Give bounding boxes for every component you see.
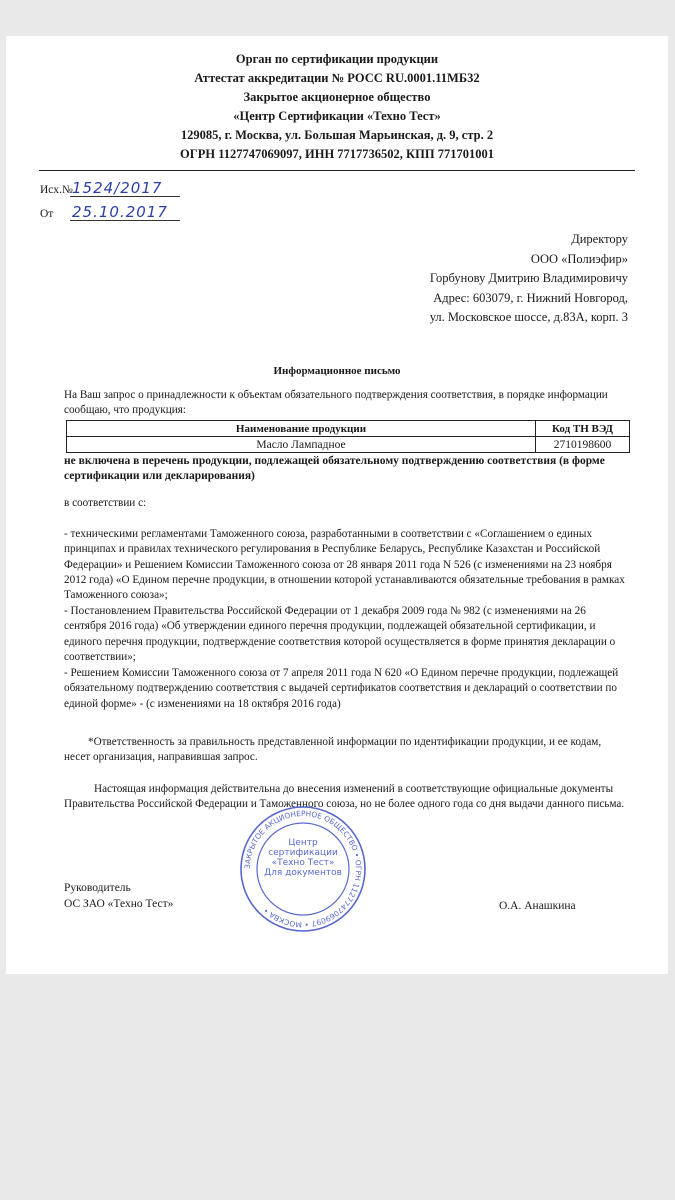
- outgoing-number: [40, 179, 163, 197]
- outgoing-number-value: 1524/2017: [72, 179, 163, 197]
- product-name-cell: Масло Лампадное: [67, 437, 536, 453]
- product-table: [66, 420, 630, 453]
- according-label: в соответствии с:: [64, 497, 147, 509]
- not-included-statement: не включена в перечень продукции, подлежащей обязательному подтверждению соответствия (в форме сертификации или декларирования): [64, 455, 605, 483]
- outgoing-date-value: 25.10.2017: [72, 203, 168, 221]
- addressee-line-1: Директору: [571, 232, 628, 246]
- letter-page: [6, 36, 668, 974]
- addressee-line-2: ООО «Полиэфир»: [530, 251, 628, 266]
- signatory-position-line-1: Руководитель: [64, 882, 131, 894]
- product-name-header: Наименование продукции: [67, 421, 536, 437]
- letter-title: Информационное письмо: [273, 365, 401, 377]
- intro-paragraph: На Ваш запрос о принадлежности к объектам обязательного подтверждения соответствия, в порядке информации сообщаю, что продукция:: [64, 389, 608, 417]
- letterhead-line-5: 129085, г. Москва, ул. Большая Марьинская, д. 9, стр. 2: [180, 128, 494, 142]
- letterhead-line-6: ОГРН 1127747069097, ИНН 7717736502, КПП 771701001: [180, 147, 494, 161]
- signatory-position: [64, 881, 173, 912]
- responsibility-note: *Ответственность за правильность представленной информации по идентификации продукции, и ее кодам, несет организация, направившая запрос.: [64, 736, 602, 764]
- header-divider: [39, 170, 635, 171]
- product-code-header: Код ТН ВЭД: [536, 421, 630, 437]
- addressee-line-3: Горбунову Дмитрию Владимировичу: [429, 271, 628, 285]
- seal-outer-text: ЗАКРЫТОЕ АКЦИОНЕРНОЕ ОБЩЕСТВО • ОГРН 1127747069097 • МОСКВА •: [242, 808, 364, 930]
- product-code-cell: 2710198600: [536, 437, 630, 453]
- letterhead-line-1: Орган по сертификации продукции: [235, 52, 439, 66]
- letterhead-line-2: Аттестат аккредитации № РОСС RU.0001.11МБ32: [194, 71, 480, 85]
- table-row: [67, 437, 630, 453]
- addressee-line-4: Адрес: 603079, г. Нижний Новгород,: [433, 290, 628, 305]
- outgoing-number-label: Исх.№: [40, 184, 73, 196]
- signatory-position-line-2: ОС ЗАО «Техно Тест»: [64, 897, 174, 910]
- signatory-name: О.А. Анашкина: [499, 900, 576, 912]
- seal-inner-text: Центр сертификации «Техно Тест» Для документов: [264, 838, 342, 878]
- table-header-row: [67, 421, 630, 437]
- company-seal: [238, 804, 368, 934]
- addressee-block: [430, 230, 628, 328]
- basis-item-1: - техническими регламентами Таможенного союза, разработанными в соответствии с «Соглашением о единых принципах и правилах технического регулирования в Республике Беларусь, Республике Казахстан и Российской Федерации» и Решением Комиссии Таможенного союза от 28 января 2011 года N 526 (с изменениями на 23 ноября 2012 года) «О Едином перечне продукции, в отношении которой устанавливаются обязательные требования в рамках Таможенного союза»;: [64, 528, 625, 602]
- basis-item-2: - Постановлением Правительства Российской Федерации от 1 декабря 2009 года № 982 (с изменениями на 26 сентября 2016 года) «Об утверждении единого перечня продукции, подлежащей обязательной сертификации, и единого перечня продукции, подтверждение соответствия которой осуществляется в форме принятия декларации о соответствии»;: [64, 605, 616, 663]
- letterhead-line-3: Закрытое акционерное общество: [243, 90, 431, 104]
- letterhead-line-4: «Центр Сертификации «Техно Тест»: [233, 109, 441, 123]
- letterhead: [6, 50, 668, 164]
- outgoing-date: [40, 203, 168, 221]
- basis-item-3: - Решением Комиссии Таможенного союза от 7 апреля 2011 года N 620 «О Едином перечне продукции, подлежащей обязательному подтверждению соответствия с выдачей сертификатов соответствия и деклараций о соответствии по единой форме» - (с изменениями на 18 октября 2016 года): [64, 667, 619, 710]
- validity-note: Настоящая информация действительна до внесения изменений в соответствующие официальные документы Правительства Российской Федерации и Таможенного союза, но не более одного года со дня выдачи данного письма.: [64, 783, 625, 811]
- outgoing-date-label: От: [40, 208, 54, 220]
- addressee-line-5: ул. Московское шоссе, д.83А, корп. 3: [429, 310, 628, 324]
